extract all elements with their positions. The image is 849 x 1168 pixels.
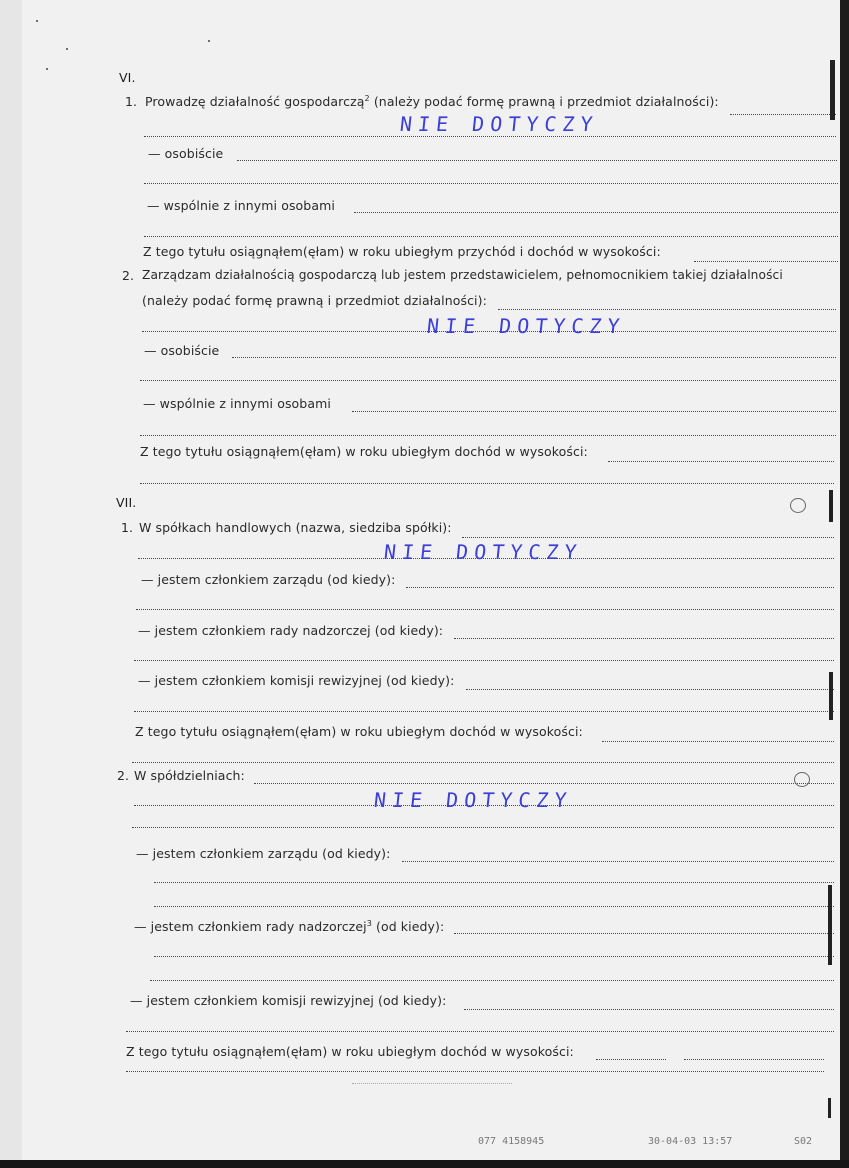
vi-q2-income-label: Z tego tytułu osiągnąłem(ęłam) w roku ubiegłym dochód w wysokości:	[140, 444, 588, 459]
vi-q1-handwritten-answer: NIE DOTYCZY	[398, 112, 600, 136]
vii-q2-fill-line[interactable]	[254, 783, 834, 784]
scan-speck	[36, 20, 38, 22]
vii-q1-komisja-line[interactable]	[466, 689, 834, 690]
vi-q1-fill-line-2[interactable]	[144, 136, 836, 137]
vii-q1-fill-line[interactable]	[462, 537, 834, 538]
vi-q2-osobiscie-label: — osobiście	[144, 343, 220, 358]
vii-q2-zarzad-line-2[interactable]	[154, 882, 834, 883]
vii-q1-income-line[interactable]	[602, 741, 834, 742]
scan-left-margin	[0, 0, 22, 1168]
vii-q1-income-line-2[interactable]	[132, 762, 834, 763]
vi-q2-income-line-2[interactable]	[140, 483, 834, 484]
scan-bottom-edge	[0, 1160, 849, 1168]
vi-q2-fill-line[interactable]	[498, 309, 836, 310]
vi-q1-osobiscie-label: — osobiście	[148, 146, 224, 161]
document-page	[22, 0, 840, 1168]
vii-q2-komisja-line-2[interactable]	[126, 1031, 834, 1032]
vii-q2-zarzad-label: — jestem członkiem zarządu (od kiedy):	[136, 846, 391, 861]
vi-q1-income-line[interactable]	[694, 261, 838, 262]
vii-q2-rada-line[interactable]	[454, 933, 834, 934]
vii-q1-zarzad-label: — jestem członkiem zarządu (od kiedy):	[141, 572, 396, 587]
vi-q2-handwritten-answer: NIE DOTYCZY	[425, 314, 627, 338]
vii-q2-rada-line-3[interactable]	[150, 980, 834, 981]
punch-hole-mark	[790, 498, 806, 513]
vii-q1-income-label: Z tego tytułu osiągnąłem(ęłam) w roku ubiegłym dochód w wysokości:	[135, 724, 583, 739]
vii-q1-zarzad-line-2[interactable]	[136, 609, 834, 610]
vii-q2-fill-line-3[interactable]	[132, 827, 834, 828]
scan-speck	[66, 48, 68, 50]
vi-q1-wspolnie-label: — wspólnie z innymi osobami	[147, 198, 335, 213]
vii-q2-text: W spółdzielniach:	[134, 768, 245, 783]
vii-q2-komisja-line[interactable]	[464, 1009, 834, 1010]
vii-q2-income-label: Z tego tytułu osiągnąłem(ęłam) w roku ubiegłym dochód w wysokości:	[126, 1044, 574, 1059]
vi-q2-wspolnie-line[interactable]	[352, 411, 836, 412]
vi-q2-number: 2.	[122, 268, 135, 283]
vi-q1-text: Prowadzę działalność gospodarczą$^2$ (należy podać formę prawną i przedmiot działalności):	[145, 94, 719, 110]
vii-q1-rada-line-2[interactable]	[134, 660, 834, 661]
vi-q2-osobiscie-line[interactable]	[232, 357, 836, 358]
vii-q2-number: 2.	[117, 768, 130, 783]
vii-q1-handwritten-answer: NIE DOTYCZY	[382, 540, 584, 564]
scan-edge-mark	[829, 490, 833, 522]
vii-q1-rada-line[interactable]	[454, 638, 834, 639]
vii-q2-handwritten-answer: NIE DOTYCZY	[372, 788, 574, 812]
vi-q2-wspolnie-label: — wspólnie z innymi osobami	[143, 396, 331, 411]
scan-edge-mark	[828, 1098, 831, 1118]
vii-q1-number: 1.	[121, 520, 134, 535]
vi-q1-fill-line[interactable]	[730, 114, 836, 115]
section-vi-label: VI.	[119, 70, 136, 85]
vi-q1-osobiscie-line[interactable]	[237, 160, 837, 161]
scan-speck	[208, 40, 210, 42]
vi-q1-osobiscie-line-2[interactable]	[144, 183, 838, 184]
section-vii-label: VII.	[116, 495, 137, 510]
vi-q2-text-line1: Zarządzam działalnością gospodarczą lub jestem przedstawicielem, pełnomocnikiem takiej działalności	[142, 268, 783, 282]
vii-q2-income-line-b[interactable]	[684, 1059, 824, 1060]
vii-q2-income-line[interactable]	[596, 1059, 666, 1060]
vii-q1-text: W spółkach handlowych (nazwa, siedziba spółki):	[139, 520, 452, 535]
vi-q1-wspolnie-line-2[interactable]	[144, 236, 838, 237]
punch-hole-mark	[794, 772, 810, 787]
vii-q2-income-line-2[interactable]	[126, 1071, 824, 1072]
scan-edge-mark	[828, 885, 832, 965]
vii-q2-zarzad-line-3[interactable]	[154, 906, 834, 907]
vii-q1-komisja-line-2[interactable]	[134, 711, 834, 712]
vi-q2-osobiscie-line-2[interactable]	[140, 380, 836, 381]
scan-speck	[46, 68, 48, 70]
vii-q1-rada-label: — jestem członkiem rady nadzorczej (od kiedy):	[138, 623, 444, 638]
vii-q1-zarzad-line[interactable]	[406, 587, 834, 588]
fax-datetime: 30-04-03 13:57	[648, 1136, 733, 1147]
scan-edge-mark	[830, 60, 835, 120]
vii-q2-rada-line-2[interactable]	[154, 956, 834, 957]
vi-q2-wspolnie-line-2[interactable]	[140, 435, 836, 436]
vi-q2-text-line2: (należy podać formę prawną i przedmiot działalności):	[142, 293, 487, 308]
fax-page: S02	[794, 1136, 813, 1147]
scan-edge-mark	[829, 672, 833, 720]
vi-q1-number: 1.	[125, 94, 138, 109]
vi-q1-wspolnie-line[interactable]	[354, 212, 838, 213]
vii-q2-komisja-label: — jestem członkiem komisji rewizyjnej (od kiedy):	[130, 993, 447, 1008]
vii-q2-income-line-3	[352, 1083, 512, 1084]
vii-q2-rada-label: — jestem członkiem rady nadzorczej$^3$ (od kiedy):	[134, 919, 445, 935]
fax-number: 077 4158945	[478, 1136, 545, 1147]
vi-q2-income-line[interactable]	[608, 461, 834, 462]
vi-q1-income-label: Z tego tytułu osiągnąłem(ęłam) w roku ubiegłym przychód i dochód w wysokości:	[143, 244, 661, 259]
vii-q2-zarzad-line[interactable]	[402, 861, 834, 862]
vii-q1-komisja-label: — jestem członkiem komisji rewizyjnej (od kiedy):	[138, 673, 455, 688]
scan-right-edge	[840, 0, 849, 1168]
